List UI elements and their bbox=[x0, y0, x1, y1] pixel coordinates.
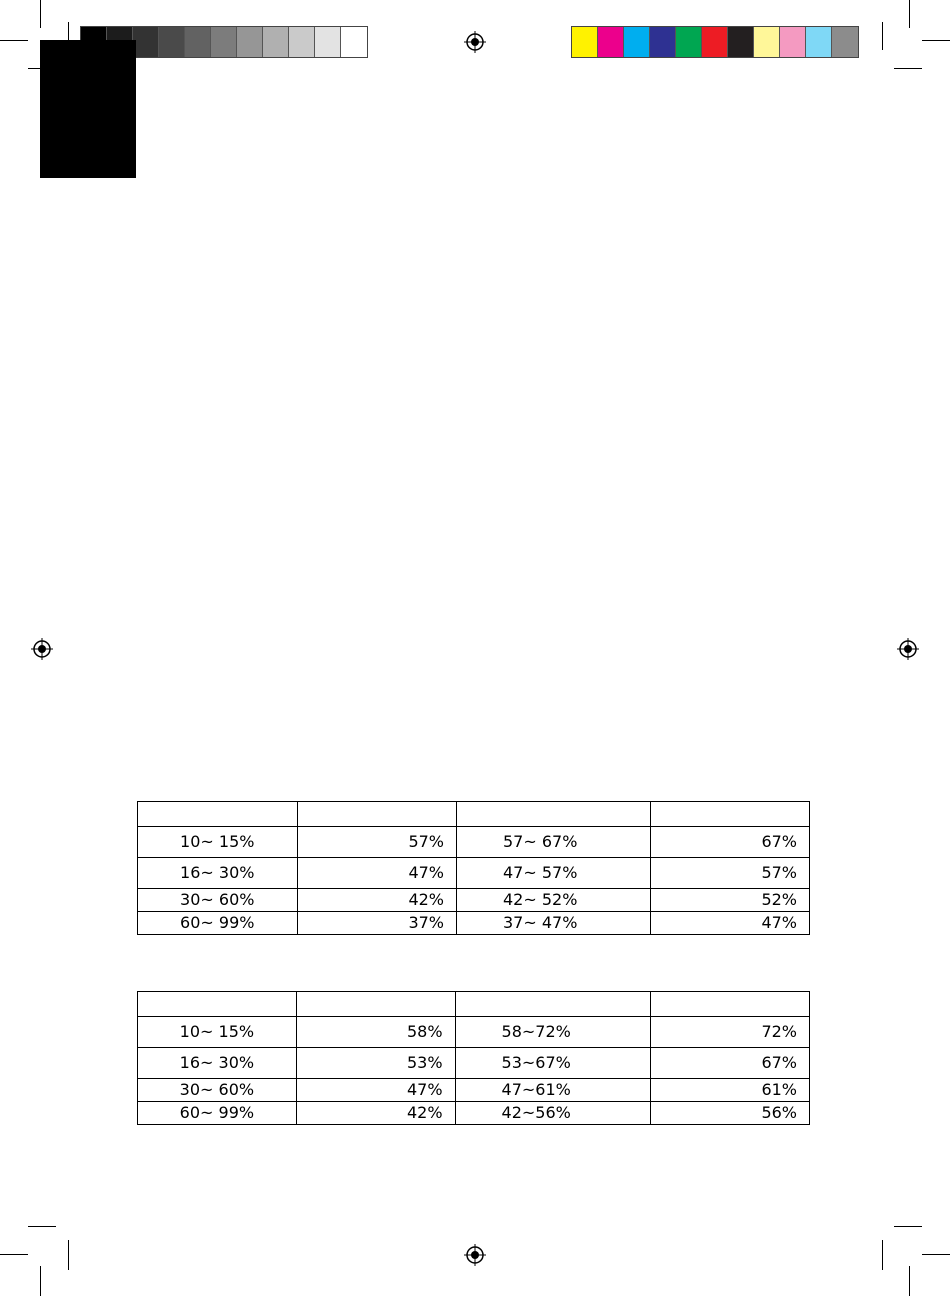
color-swatch bbox=[598, 27, 624, 57]
table-cell: 56% bbox=[651, 1102, 810, 1125]
table-cell: 47~ 57% bbox=[457, 858, 651, 889]
color-swatch bbox=[341, 27, 367, 57]
color-swatch bbox=[754, 27, 780, 57]
registration-mark-icon bbox=[464, 1244, 486, 1266]
header-cell bbox=[138, 992, 297, 1017]
table-cell: 16~ 30% bbox=[138, 1048, 297, 1079]
table-cell: 16~ 30% bbox=[138, 858, 298, 889]
table-cell: 42% bbox=[297, 889, 457, 912]
table-row bbox=[138, 858, 810, 889]
crop-mark bbox=[882, 1240, 883, 1270]
color-calibration-bar bbox=[571, 26, 859, 58]
table-cell: 67% bbox=[651, 1048, 810, 1079]
table-cell: 60~ 99% bbox=[138, 912, 298, 935]
table-cell: 58% bbox=[296, 1017, 455, 1048]
table-cell: 10~ 15% bbox=[138, 1017, 297, 1048]
registration-mark-icon bbox=[464, 31, 486, 53]
table-cell: 57~ 67% bbox=[457, 827, 651, 858]
table-header-row bbox=[138, 802, 810, 827]
table-cell: 47% bbox=[296, 1079, 455, 1102]
color-swatch bbox=[650, 27, 676, 57]
header-cell bbox=[457, 802, 651, 827]
crop-mark bbox=[28, 1226, 56, 1227]
color-swatch bbox=[624, 27, 650, 57]
table-row bbox=[138, 1079, 810, 1102]
table-cell: 61% bbox=[651, 1079, 810, 1102]
crop-mark bbox=[882, 22, 883, 50]
crop-mark bbox=[922, 40, 950, 41]
table-row bbox=[138, 1017, 810, 1048]
table-row bbox=[138, 889, 810, 912]
table-cell: 37~ 47% bbox=[457, 912, 651, 935]
table-cell: 42~ 52% bbox=[457, 889, 651, 912]
crop-mark bbox=[909, 0, 910, 28]
table-cell: 30~ 60% bbox=[138, 1079, 297, 1102]
color-swatch bbox=[780, 27, 806, 57]
table-row bbox=[138, 1102, 810, 1125]
color-swatch bbox=[702, 27, 728, 57]
table-cell: 42% bbox=[296, 1102, 455, 1125]
table-row bbox=[138, 912, 810, 935]
color-swatch bbox=[185, 27, 211, 57]
color-swatch bbox=[315, 27, 341, 57]
crop-mark bbox=[0, 40, 28, 41]
table-cell: 58~72% bbox=[455, 1017, 651, 1048]
crop-mark bbox=[894, 1226, 922, 1227]
black-tab bbox=[40, 40, 136, 178]
header-cell bbox=[650, 802, 810, 827]
header-cell bbox=[296, 992, 455, 1017]
table-cell: 47% bbox=[297, 858, 457, 889]
header-cell bbox=[455, 992, 651, 1017]
color-swatch bbox=[133, 27, 159, 57]
table-row bbox=[138, 1048, 810, 1079]
color-swatch bbox=[263, 27, 289, 57]
color-swatch bbox=[676, 27, 702, 57]
table-cell: 47% bbox=[650, 912, 810, 935]
header-cell bbox=[138, 802, 298, 827]
table-cell: 67% bbox=[650, 827, 810, 858]
crop-mark bbox=[922, 1254, 950, 1255]
header-cell bbox=[297, 802, 457, 827]
crop-mark bbox=[0, 1254, 28, 1255]
table-cell: 52% bbox=[650, 889, 810, 912]
table-row bbox=[138, 827, 810, 858]
color-swatch bbox=[211, 27, 237, 57]
color-swatch bbox=[289, 27, 315, 57]
crop-mark bbox=[68, 1240, 69, 1270]
table-cell: 30~ 60% bbox=[138, 889, 298, 912]
table-cell: 37% bbox=[297, 912, 457, 935]
table-cell: 57% bbox=[650, 858, 810, 889]
crop-mark bbox=[894, 68, 922, 69]
header-cell bbox=[651, 992, 810, 1017]
table-cell: 72% bbox=[651, 1017, 810, 1048]
humidity-table-2 bbox=[137, 991, 810, 1125]
registration-mark-icon bbox=[897, 638, 919, 660]
table-cell: 57% bbox=[297, 827, 457, 858]
table-cell: 10~ 15% bbox=[138, 827, 298, 858]
crop-mark bbox=[40, 0, 41, 28]
table-cell: 53% bbox=[296, 1048, 455, 1079]
crop-mark bbox=[40, 1266, 41, 1296]
color-swatch bbox=[572, 27, 598, 57]
color-swatch bbox=[728, 27, 754, 57]
registration-mark-icon bbox=[31, 638, 53, 660]
table-header-row bbox=[138, 992, 810, 1017]
color-swatch bbox=[806, 27, 832, 57]
color-swatch bbox=[832, 27, 858, 57]
crop-mark bbox=[909, 1266, 910, 1296]
humidity-table-1 bbox=[137, 801, 810, 935]
color-swatch bbox=[159, 27, 185, 57]
table-cell: 42~56% bbox=[455, 1102, 651, 1125]
color-swatch bbox=[237, 27, 263, 57]
table-cell: 53~67% bbox=[455, 1048, 651, 1079]
table-cell: 60~ 99% bbox=[138, 1102, 297, 1125]
table-cell: 47~61% bbox=[455, 1079, 651, 1102]
